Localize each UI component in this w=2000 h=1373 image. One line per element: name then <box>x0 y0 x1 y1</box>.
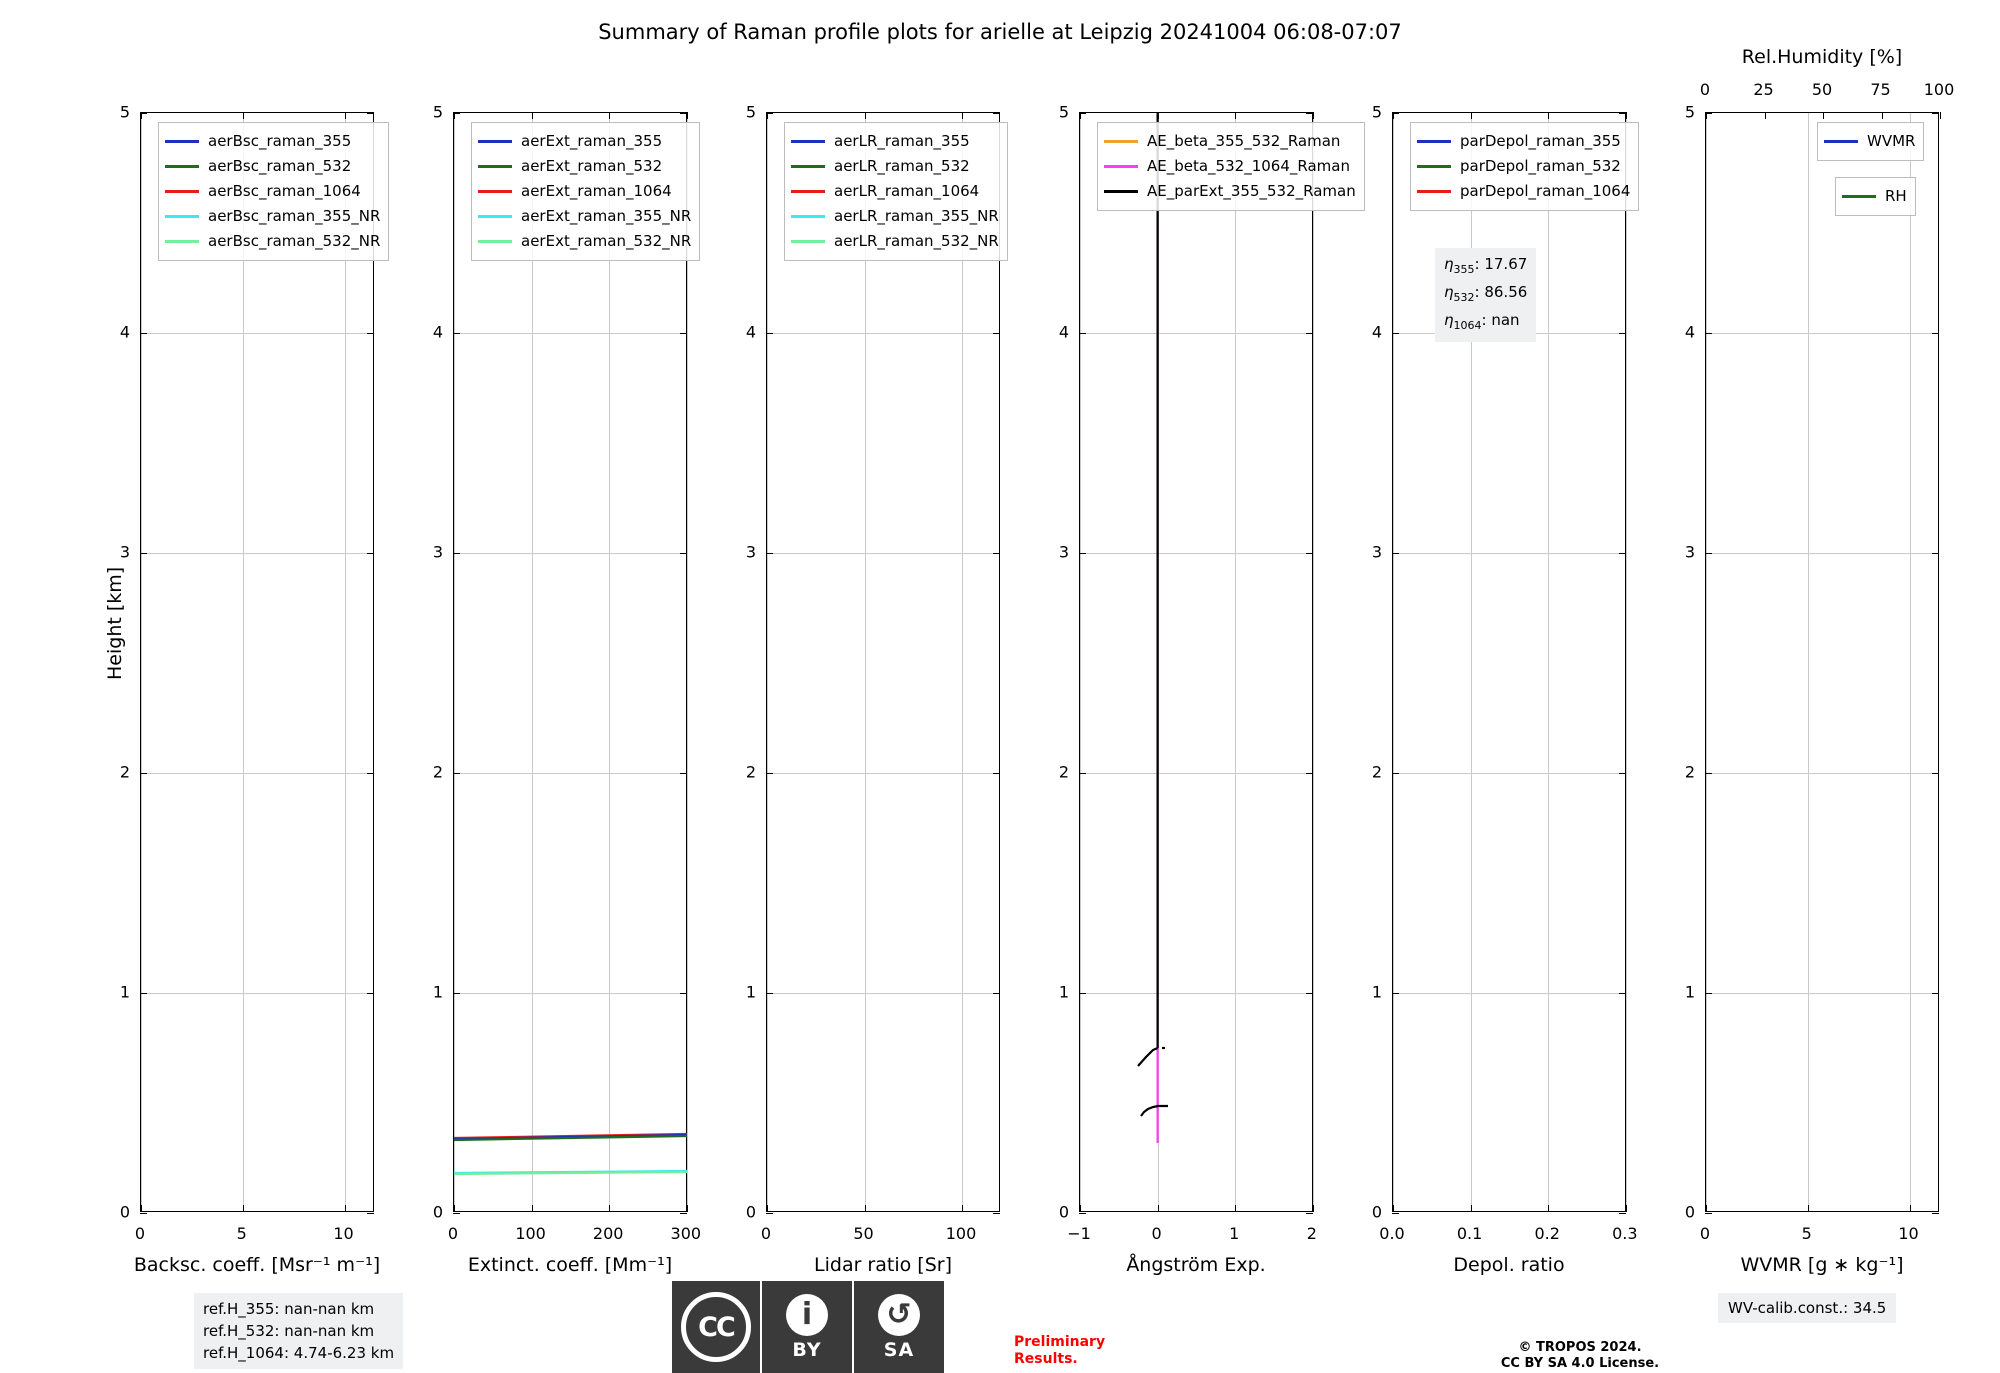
panel-extinction <box>432 102 702 1276</box>
legend-label: AE_beta_532_1064_Raman <box>1147 157 1350 175</box>
x-axis-label: Extinct. coeff. [Mm⁻¹] <box>467 1254 673 1276</box>
eta-value: 86.56 <box>1484 283 1528 301</box>
cc-circle-icon: CC <box>681 1292 751 1362</box>
legend-swatch <box>791 165 825 168</box>
legend-swatch <box>165 215 199 218</box>
ref-height-annotation <box>194 1293 403 1369</box>
y-tick-label: 4 <box>432 322 443 342</box>
legend-label: aerExt_raman_532_NR <box>521 232 692 250</box>
eta-symbol: η <box>1444 283 1454 301</box>
legend-item[interactable] <box>791 229 999 254</box>
legend-lidar-ratio <box>784 122 1008 261</box>
x-tick-label: 5 <box>1801 1224 1812 1243</box>
legend-item[interactable] <box>165 129 380 154</box>
legend-swatch <box>791 215 825 218</box>
legend-label: aerBsc_raman_355_NR <box>208 207 381 225</box>
legend-label: parDepol_raman_532 <box>1460 157 1621 175</box>
legend-item[interactable] <box>791 204 999 229</box>
top-x-tick-label: 50 <box>1811 80 1833 99</box>
legend-label: aerBsc_raman_532_NR <box>208 232 381 250</box>
eta-subscript: 355 <box>1453 263 1475 276</box>
eta-532-row: $\eta_{532}$: 86.56 <box>1444 283 1528 304</box>
axes-extinction <box>453 112 687 1212</box>
preliminary-results-note <box>1014 1334 1105 1368</box>
x-tick-label: 10 <box>333 1224 354 1243</box>
person-icon: i <box>786 1294 828 1336</box>
y-tick-label: 2 <box>119 762 130 782</box>
eta-1064-row: $\eta_{1064}$: nan <box>1444 311 1520 332</box>
eta-symbol: η <box>1444 255 1454 273</box>
x-tick-label: 0 <box>1699 1224 1711 1243</box>
x-tick-label: 0 <box>1151 1224 1162 1243</box>
legend-label: aerLR_raman_1064 <box>834 182 980 200</box>
legend-item[interactable] <box>478 204 691 229</box>
legend-label: aerLR_raman_532_NR <box>834 232 999 250</box>
legend-label: WVMR <box>1867 132 1916 150</box>
legend-label: aerExt_raman_355 <box>521 132 663 150</box>
cc-badge-right <box>760 1281 944 1373</box>
y-tick-label: 1 <box>1371 982 1382 1002</box>
cc-sa-label: SA <box>883 1338 915 1361</box>
x-tick-label: 0 <box>447 1224 459 1243</box>
legend-label: aerBsc_raman_355 <box>208 132 352 150</box>
x-tick-label: 100 <box>945 1224 977 1243</box>
x-axis-label: WVMR [g ∗ kg⁻¹] <box>1740 1254 1904 1276</box>
x-tick-label: 0.3 <box>1612 1224 1638 1243</box>
top-x-tick-label: 100 <box>1923 80 1955 99</box>
y-tick-label: 0 <box>1371 1202 1382 1222</box>
legend-swatch <box>1104 165 1138 168</box>
x-tick-label: −1 <box>1067 1224 1091 1243</box>
legend-swatch <box>791 140 825 143</box>
legend-label: AE_beta_355_532_Raman <box>1147 132 1341 150</box>
x-tick-label: 200 <box>592 1224 624 1243</box>
y-tick-label: 2 <box>745 762 756 782</box>
legend-swatch <box>1842 195 1876 198</box>
legend-rh <box>1835 177 1916 216</box>
legend-item[interactable] <box>165 154 380 179</box>
legend-label: aerLR_raman_532 <box>834 157 970 175</box>
axes-lidar-ratio <box>766 112 1000 1212</box>
x-tick-label: 0.2 <box>1534 1224 1560 1243</box>
legend-swatch <box>1417 165 1451 168</box>
legend-label: aerExt_raman_355_NR <box>521 207 692 225</box>
top-axis-label: Rel.Humidity [%] <box>1741 46 1903 68</box>
y-tick-label: 1 <box>432 982 443 1002</box>
legend-angstrom <box>1097 122 1365 211</box>
legend-swatch <box>1417 140 1451 143</box>
ref-h-355: ref.H_355: nan-nan km <box>203 1300 375 1318</box>
eta-value: nan <box>1491 311 1520 329</box>
legend-item[interactable] <box>791 179 999 204</box>
legend-item[interactable] <box>1842 184 1907 209</box>
legend-label: AE_parExt_355_532_Raman <box>1147 182 1356 200</box>
y-tick-label: 5 <box>432 102 443 122</box>
legend-item[interactable] <box>478 179 691 204</box>
legend-item[interactable] <box>1104 154 1356 179</box>
x-tick-label: 1 <box>1229 1224 1240 1243</box>
x-tick-label: 10 <box>1898 1224 1919 1243</box>
y-tick-label: 5 <box>1371 102 1382 122</box>
y-tick-label: 0 <box>1058 1202 1069 1222</box>
axes-angstrom <box>1079 112 1313 1212</box>
x-tick-label: 5 <box>236 1224 247 1243</box>
y-tick-label: 4 <box>745 322 756 342</box>
legend-swatch <box>165 165 199 168</box>
legend-label: aerLR_raman_355 <box>834 132 970 150</box>
y-tick-label: 3 <box>745 542 756 562</box>
legend-item[interactable] <box>791 154 999 179</box>
depol-eta-annotation <box>1435 248 1536 342</box>
legend-item[interactable] <box>478 229 691 254</box>
legend-label: parDepol_raman_355 <box>1460 132 1621 150</box>
y-tick-label: 2 <box>432 762 443 782</box>
x-tick-label: 0 <box>134 1224 146 1243</box>
cc-sa-cell <box>854 1281 944 1373</box>
axes-depol-ratio <box>1392 112 1626 1212</box>
legend-label: RH <box>1885 187 1907 205</box>
series-lines-angstrom <box>1080 113 1314 1213</box>
legend-item[interactable] <box>1417 154 1630 179</box>
cc-logo-icon <box>672 1281 760 1373</box>
legend-item[interactable] <box>478 154 691 179</box>
x-tick-label: 0.0 <box>1379 1224 1405 1243</box>
y-tick-label: 5 <box>1684 102 1695 122</box>
top-x-tick-label: 25 <box>1753 80 1774 99</box>
y-tick-label: 5 <box>1058 102 1069 122</box>
x-tick-label: 0.1 <box>1456 1224 1483 1243</box>
x-tick-label: 300 <box>670 1224 702 1243</box>
y-tick-label: 2 <box>1684 762 1695 782</box>
y-tick-label: 3 <box>1058 542 1069 562</box>
legend-item[interactable] <box>1417 179 1630 204</box>
legend-item[interactable] <box>791 129 999 154</box>
y-tick-label: 3 <box>432 542 443 562</box>
legend-swatch <box>165 240 199 243</box>
x-axis-label: Depol. ratio <box>1453 1254 1565 1276</box>
share-alike-icon: ↺ <box>878 1294 920 1336</box>
axes-backscatter <box>140 112 374 1212</box>
legend-swatch <box>1417 190 1451 193</box>
legend-item[interactable] <box>1824 129 1915 154</box>
x-axis-label: Ångström Exp. <box>1126 1254 1266 1276</box>
top-x-tick-label: 75 <box>1870 80 1891 99</box>
cc-license-badge[interactable] <box>672 1281 944 1373</box>
legend-swatch <box>1104 140 1138 143</box>
y-tick-label: 5 <box>745 102 756 122</box>
legend-swatch <box>165 140 199 143</box>
y-tick-label: 2 <box>1058 762 1069 782</box>
y-tick-label: 0 <box>119 1202 130 1222</box>
y-axis-label: Height [km] <box>104 566 126 680</box>
cc-by-cell <box>762 1281 852 1373</box>
x-axis-label: Lidar ratio [Sr] <box>814 1254 952 1276</box>
y-tick-label: 4 <box>1058 322 1069 342</box>
eta-subscript: 1064 <box>1453 319 1482 332</box>
eta-symbol: η <box>1444 311 1454 329</box>
legend-item[interactable] <box>1104 179 1356 204</box>
legend-label: aerLR_raman_355_NR <box>834 207 999 225</box>
top-x-tick-label: 0 <box>1699 80 1711 99</box>
preliminary-line-1: Preliminary <box>1014 1334 1106 1350</box>
panel-depol-ratio <box>1371 102 1638 1276</box>
legend-backscatter <box>158 122 389 261</box>
panel-backscatter <box>119 102 381 1276</box>
eta-355-row: $\eta_{355}$: 17.67 <box>1444 255 1528 276</box>
y-tick-label: 1 <box>1058 982 1069 1002</box>
y-tick-label: 3 <box>119 542 130 562</box>
panel-lidar-ratio <box>745 102 1000 1276</box>
cc-by-label: BY <box>792 1338 822 1361</box>
legend-swatch <box>478 240 512 243</box>
ref-h-1064: ref.H_1064: 4.74-6.23 km <box>203 1344 395 1362</box>
legend-swatch <box>1104 190 1138 193</box>
tropos-copyright <box>1450 1340 1710 1372</box>
y-tick-label: 1 <box>745 982 756 1002</box>
y-tick-label: 1 <box>119 982 130 1002</box>
legend-item[interactable] <box>1104 129 1356 154</box>
tropos-line-1: © TROPOS 2024. <box>1518 1340 1642 1355</box>
tropos-line-2: CC BY SA 4.0 License. <box>1500 1356 1660 1371</box>
legend-swatch <box>478 215 512 218</box>
x-tick-label: 50 <box>853 1224 874 1243</box>
legend-swatch <box>478 140 512 143</box>
page-title: Summary of Raman profile plots for arielle at Leipzig 20241004 06:08-07:07 <box>598 20 1402 44</box>
panel-wvmr <box>1684 46 1955 1276</box>
legend-item[interactable] <box>165 229 380 254</box>
legend-label: aerBsc_raman_532 <box>208 157 352 175</box>
panel-angstrom <box>1058 102 1356 1276</box>
y-tick-label: 4 <box>119 322 130 342</box>
legend-label: aerExt_raman_1064 <box>521 182 672 200</box>
legend-extinction <box>471 122 700 261</box>
y-tick-label: 0 <box>432 1202 443 1222</box>
y-tick-label: 1 <box>1684 982 1695 1002</box>
x-tick-label: 100 <box>515 1224 546 1243</box>
legend-item[interactable] <box>478 129 691 154</box>
legend-wvmr <box>1817 122 1924 161</box>
y-tick-label: 2 <box>1371 762 1382 782</box>
legend-depol-ratio <box>1410 122 1639 211</box>
legend-swatch <box>1824 140 1858 143</box>
series-lines-extinction <box>454 113 688 1213</box>
y-tick-label: 0 <box>745 1202 756 1222</box>
y-tick-label: 3 <box>1684 542 1695 562</box>
y-tick-label: 0 <box>1684 1202 1695 1222</box>
wv-calib-annotation: WV-calib.const.: 34.5 <box>1718 1293 1896 1323</box>
x-tick-label: 2 <box>1306 1224 1317 1243</box>
legend-swatch <box>165 190 199 193</box>
axes-wvmr <box>1705 112 1939 1212</box>
legend-item[interactable] <box>165 204 380 229</box>
eta-value: 17.67 <box>1484 255 1528 273</box>
ref-h-532: ref.H_532: nan-nan km <box>203 1322 375 1340</box>
legend-label: aerExt_raman_532 <box>521 157 663 175</box>
legend-item[interactable] <box>1417 129 1630 154</box>
legend-swatch <box>478 190 512 193</box>
legend-swatch <box>791 190 825 193</box>
eta-subscript: 532 <box>1453 291 1475 304</box>
y-tick-label: 3 <box>1371 542 1382 562</box>
y-tick-label: 4 <box>1371 322 1382 342</box>
legend-label: parDepol_raman_1064 <box>1460 182 1631 200</box>
legend-item[interactable] <box>165 179 380 204</box>
legend-swatch <box>791 240 825 243</box>
x-axis-label: Backsc. coeff. [Msr⁻¹ m⁻¹] <box>133 1254 381 1276</box>
legend-label: aerBsc_raman_1064 <box>208 182 361 200</box>
x-tick-label: 0 <box>760 1224 772 1243</box>
legend-swatch <box>478 165 512 168</box>
y-tick-label: 4 <box>1684 322 1695 342</box>
y-tick-label: 5 <box>119 102 130 122</box>
preliminary-line-2: Results. <box>1014 1351 1078 1367</box>
